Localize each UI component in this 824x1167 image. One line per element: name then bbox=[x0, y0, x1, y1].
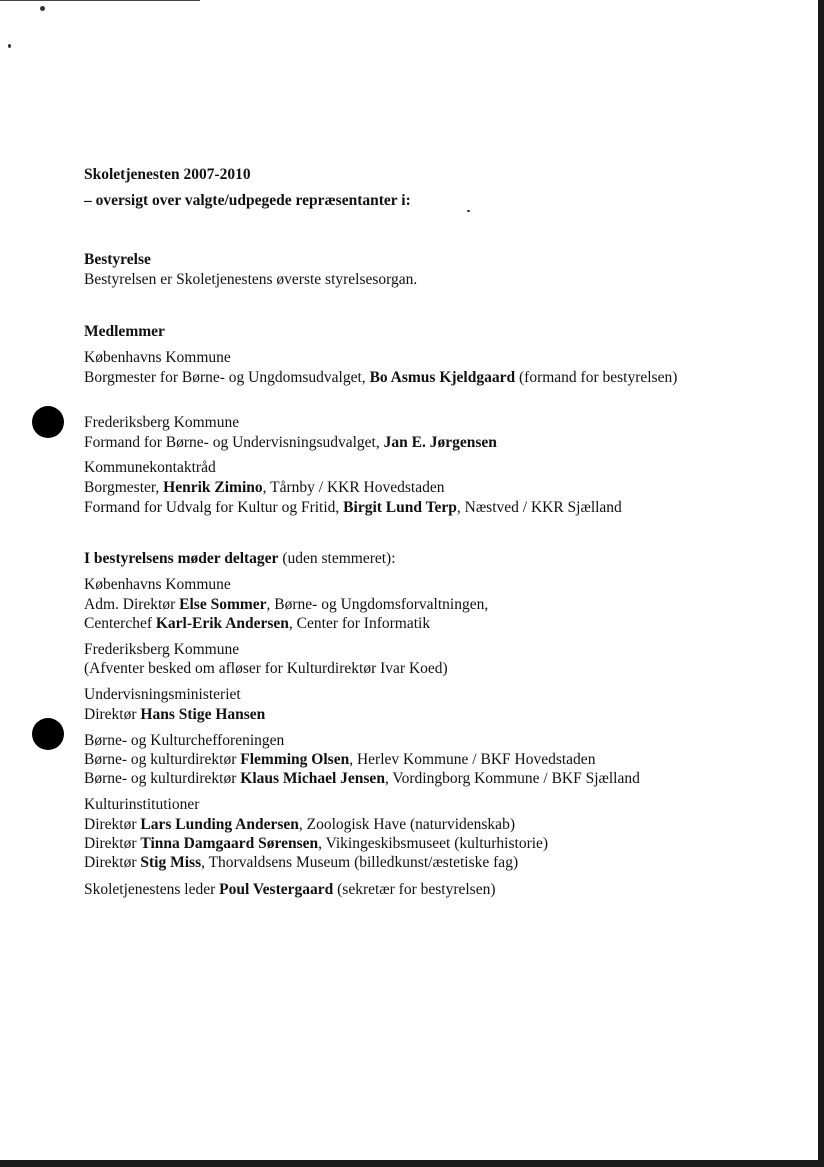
org-label: Børne- og Kulturchefforeningen bbox=[84, 732, 285, 749]
bestyrelse-heading: Bestyrelse bbox=[84, 251, 151, 268]
member-role: Formand for Børne- og Undervisningsudvalget, bbox=[84, 434, 384, 451]
participant-name: Klaus Michael Jensen bbox=[240, 770, 385, 787]
participant-name: Stig Miss bbox=[140, 854, 202, 871]
member-place: , Tårnby / KKR Hovedstaden bbox=[262, 479, 445, 496]
participant-name: Flemming Olsen bbox=[240, 751, 350, 768]
scan-edge-right bbox=[818, 0, 824, 1167]
participant-name: Poul Vestergaard bbox=[219, 881, 334, 898]
participant-place: , Vikingeskibsmuseet (kulturhistorie) bbox=[318, 835, 549, 852]
member-role: Borgmester, bbox=[84, 479, 164, 496]
org-label: Undervisningsministeriet bbox=[84, 686, 241, 703]
participant-entry bbox=[84, 769, 640, 789]
participant-place: , Center for Informatik bbox=[288, 615, 431, 632]
scan-speck bbox=[40, 6, 45, 11]
participant-role: Skoletjenestens leder bbox=[84, 881, 220, 898]
deltager-heading bbox=[84, 549, 396, 569]
scan-speck bbox=[8, 44, 11, 48]
org-label: Københavns Kommune bbox=[84, 349, 231, 366]
member-role: Borgmester for Børne- og Ungdomsudvalget, bbox=[84, 369, 370, 386]
scan-speck bbox=[467, 210, 470, 212]
member-role: Formand for Udvalg for Kultur og Fritid, bbox=[84, 499, 344, 516]
participant-entry bbox=[84, 750, 595, 770]
participant-role: Direktør bbox=[84, 854, 141, 871]
participant-role: Børne- og kulturdirektør bbox=[84, 751, 241, 768]
member-name: Henrik Zimino bbox=[163, 479, 263, 496]
participant-role: Børne- og kulturdirektør bbox=[84, 770, 241, 787]
member-name: Jan E. Jørgensen bbox=[383, 434, 497, 451]
medlemmer-heading: Medlemmer bbox=[84, 323, 165, 340]
deltager-heading-bold: I bestyrelsens møder deltager bbox=[84, 550, 279, 567]
participant-entry bbox=[84, 595, 488, 615]
document-title: Skoletjenesten 2007-2010 bbox=[84, 166, 251, 183]
participant-name: Hans Stige Hansen bbox=[140, 706, 266, 723]
org-label: Københavns Kommune bbox=[84, 576, 231, 593]
member-place: , Næstved / KKR Sjælland bbox=[456, 499, 622, 516]
scan-edge-bottom bbox=[0, 1160, 824, 1167]
participant-note: (Afventer besked om afløser for Kulturdirektør Ivar Koed) bbox=[84, 660, 448, 677]
org-label: Kulturinstitutioner bbox=[84, 796, 200, 813]
document-subtitle: – oversigt over valgte/udpegede repræsentanter i: bbox=[84, 192, 411, 209]
member-entry bbox=[84, 478, 444, 498]
punch-hole-bottom bbox=[32, 718, 64, 750]
participant-place: , Thorvaldsens Museum (billedkunst/æstetiske fag) bbox=[201, 854, 519, 871]
participant-role: Direktør bbox=[84, 706, 141, 723]
participant-entry bbox=[84, 614, 430, 634]
member-name: Birgit Lund Terp bbox=[343, 499, 457, 516]
participant-name: Else Sommer bbox=[179, 596, 267, 613]
org-label: Kommunekontaktråd bbox=[84, 459, 216, 476]
member-entry bbox=[84, 498, 622, 518]
participant-entry bbox=[84, 815, 515, 835]
participant-entry bbox=[84, 834, 548, 854]
participant-role: Direktør bbox=[84, 835, 141, 852]
bestyrelse-description: Bestyrelsen er Skoletjenestens øverste styrelsesorgan. bbox=[84, 271, 418, 288]
participant-entry bbox=[84, 853, 518, 873]
participant-place: , Herlev Kommune / BKF Hovedstaden bbox=[349, 751, 596, 768]
deltager-heading-rest: (uden stemmeret): bbox=[278, 550, 396, 567]
participant-role: Direktør bbox=[84, 816, 141, 833]
org-label: Frederiksberg Kommune bbox=[84, 414, 240, 431]
member-name: Bo Asmus Kjeldgaard bbox=[369, 369, 516, 386]
punch-hole-top bbox=[32, 406, 64, 438]
participant-name: Karl-Erik Andersen bbox=[155, 615, 289, 632]
member-note: (formand for bestyrelsen) bbox=[515, 369, 678, 386]
scan-top-line bbox=[0, 0, 200, 1]
participant-entry bbox=[84, 880, 496, 900]
participant-entry bbox=[84, 705, 265, 725]
participant-place: , Børne- og Ungdomsforvaltningen, bbox=[266, 596, 489, 613]
member-entry bbox=[84, 433, 497, 453]
participant-role: Centerchef bbox=[84, 615, 156, 632]
org-label: Frederiksberg Kommune bbox=[84, 641, 240, 658]
member-entry bbox=[84, 368, 708, 388]
participant-name: Lars Lunding Andersen bbox=[140, 816, 299, 833]
participant-name: Tinna Damgaard Sørensen bbox=[140, 835, 319, 852]
participant-role: Adm. Direktør bbox=[84, 596, 180, 613]
participant-note: (sekretær for bestyrelsen) bbox=[333, 881, 496, 898]
participant-place: , Vordingborg Kommune / BKF Sjælland bbox=[384, 770, 640, 787]
participant-place: , Zoologisk Have (naturvidenskab) bbox=[298, 816, 515, 833]
